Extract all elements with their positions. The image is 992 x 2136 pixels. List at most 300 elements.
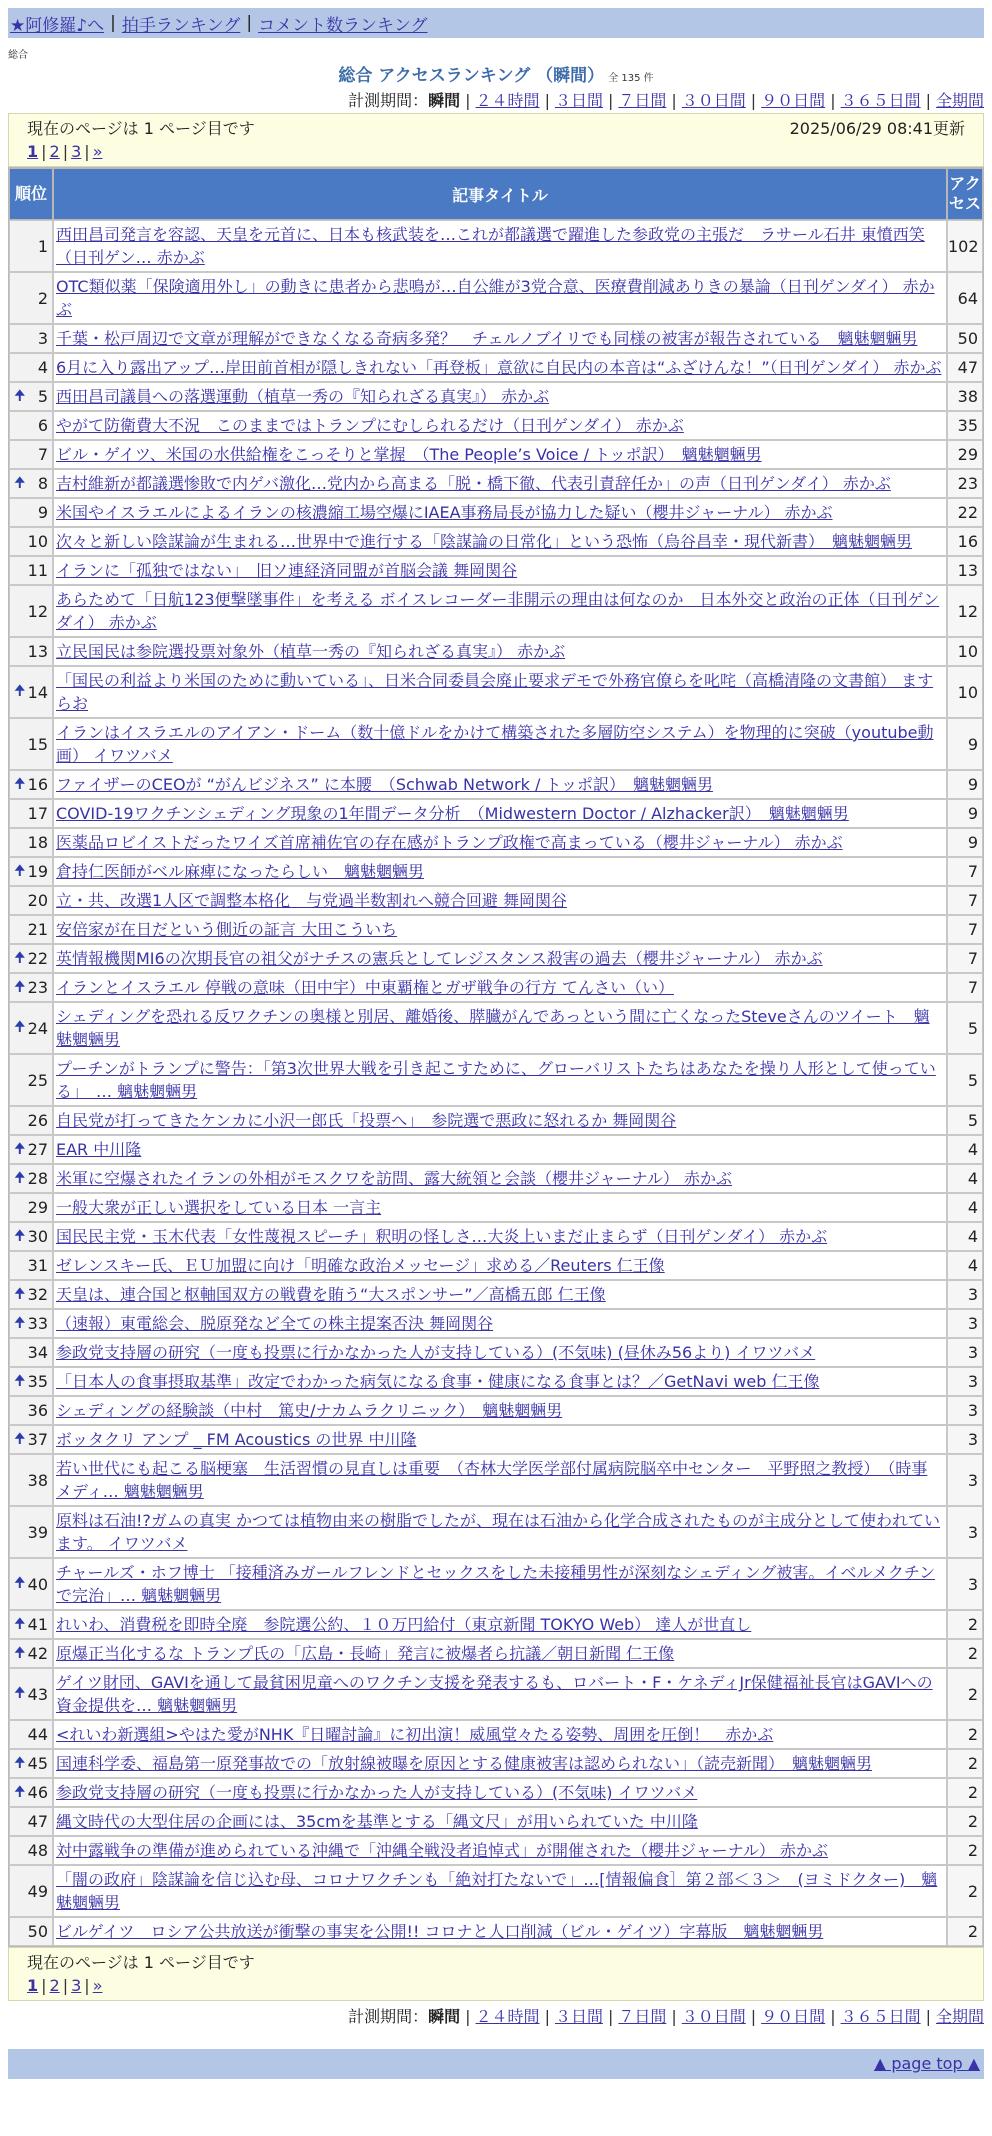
- access-count: 2: [947, 1807, 983, 1836]
- access-count: 102: [947, 220, 983, 272]
- rank-cell: [9, 666, 53, 718]
- rank-cell: [9, 857, 53, 886]
- access-count: 4: [947, 1222, 983, 1251]
- article-link[interactable]: 「闇の政府」陰謀論を信じ込む母、コロナワクチンも「絶対打たないで」…[情報偏食］第２部＜３＞ (ヨミドクター) 魑魅魍魎男: [56, 1870, 938, 1912]
- article-link[interactable]: 対中露戦争の準備が進められている沖縄で「沖縄全戦没者追悼式」が開催された（櫻井ジャーナル） 赤かぶ: [56, 1841, 828, 1860]
- rank-cell: [9, 1396, 53, 1425]
- article-link[interactable]: 原料は石油!?ガムの真実 かつては植物由来の樹脂でしたが、現在は石油から化学合成されたものが主成分として使われています。 イワツバメ: [56, 1511, 940, 1553]
- article-link[interactable]: 千葉・松戸周辺で文章が理解ができなくなる奇病多発？ チェルノブイリでも同様の被害が報告されている 魑魅魍魎男: [56, 329, 918, 348]
- rank-number: 38: [27, 1470, 48, 1490]
- clap-ranking-link[interactable]: 拍手ランキング: [121, 15, 241, 36]
- table-row: [9, 944, 983, 973]
- rank-cell: [9, 1720, 53, 1749]
- access-count: 2: [947, 1917, 983, 1946]
- bottom-bar: [8, 2049, 984, 2079]
- rank-up-arrow-icon: 🠉: [14, 1685, 26, 1702]
- access-count: 4: [947, 1193, 983, 1222]
- access-count: 3: [947, 1338, 983, 1367]
- access-count: 22: [947, 498, 983, 527]
- rank-number: 10: [27, 532, 48, 551]
- rank-cell: [9, 718, 53, 770]
- access-count: 2: [947, 1639, 983, 1668]
- table-row: [9, 1749, 983, 1778]
- article-link[interactable]: 立・共、改選1人区で調整本格化 与党過半数割れへ競合回避 舞岡関谷: [56, 891, 567, 910]
- rank-cell: [9, 1251, 53, 1280]
- access-count: 23: [947, 469, 983, 498]
- article-link[interactable]: 原爆正当化するな トランプ氏の「広島・長崎」発言に被爆者ら抗議／朝日新聞 仁王像: [56, 1644, 675, 1663]
- rank-number: 41: [27, 1615, 48, 1634]
- rank-number: 23: [27, 978, 48, 997]
- rank-number: 43: [27, 1684, 48, 1704]
- title-cell: [53, 1164, 947, 1193]
- table-row: [9, 1135, 983, 1164]
- article-link[interactable]: 安倍家が在日だという側近の証言 大田こういち: [56, 920, 398, 939]
- article-link[interactable]: 西田昌司発言を容認、天皇を元首に、日本も核武装を…これが都議選で躍進した参政党の主張だ ラサール石井 東憤西笑（日刊ゲン… 赤かぶ: [56, 225, 925, 267]
- title-cell: [53, 1396, 947, 1425]
- article-link[interactable]: 一般大衆が正しい選択をしている日本 一言主: [56, 1198, 382, 1217]
- article-link[interactable]: ビル・ゲイツ、米国の水供給権をこっそりと掌握 （The People’s Voice / トッポ訳） 魑魅魍魎男: [56, 445, 762, 464]
- rank-up-arrow-icon: 🠉: [14, 387, 26, 404]
- access-count: 5: [947, 1002, 983, 1054]
- access-count: 3: [947, 1367, 983, 1396]
- period-separator: |: [607, 2007, 614, 2026]
- rank-cell: [9, 770, 53, 799]
- title-cell: [53, 1807, 947, 1836]
- rank-number: 33: [27, 1314, 48, 1333]
- title-cell: [53, 637, 947, 666]
- article-link[interactable]: 国連科学委、福島第一原発事故での「放射線被曝を原因とする健康被害は認められない」（読売新聞） 魑魅魍魎男: [56, 1754, 873, 1773]
- rank-cell: [9, 1054, 53, 1106]
- table-row: [9, 382, 983, 411]
- period-separator: |: [750, 91, 757, 110]
- article-link[interactable]: 参政党支持層の研究（一度も投票に行かなかった人が支持している）(不気味) イワツバメ: [56, 1783, 698, 1802]
- period-separator: |: [830, 91, 836, 110]
- page-link-3[interactable]: 3: [71, 1976, 82, 1995]
- table-row: [9, 1807, 983, 1836]
- table-row: [9, 411, 983, 440]
- page-title: [8, 63, 984, 89]
- title-cell: [53, 1425, 947, 1454]
- title-cell: [53, 1106, 947, 1135]
- rank-up-arrow-icon: 🠉: [14, 1314, 26, 1331]
- rank-number: 35: [27, 1372, 48, 1391]
- access-count: 2: [947, 1720, 983, 1749]
- title-cell: [53, 1454, 947, 1506]
- article-link[interactable]: 倉持仁医師がベル麻痺になったらしい 魑魅魍魎男: [56, 862, 425, 881]
- access-count: 10: [947, 637, 983, 666]
- rank-cell: [9, 1865, 53, 1917]
- rank-up-arrow-icon: 🠉: [14, 862, 26, 879]
- table-row: [9, 1309, 983, 1338]
- article-link[interactable]: 6月に入り露出アップ…岸田前首相が隠しきれない「再登板」意欲に自民内の本音は“ふざけんな！”（日刊ゲンダイ） 赤かぶ: [56, 358, 942, 377]
- title-cell: [53, 1610, 947, 1639]
- access-count: 2: [947, 1610, 983, 1639]
- rank-number: 30: [27, 1227, 48, 1246]
- rank-number: 18: [27, 833, 48, 852]
- rank-up-arrow-icon: 🠉: [14, 1754, 26, 1771]
- rank-cell: [9, 1164, 53, 1193]
- rank-number: 37: [27, 1430, 48, 1449]
- rank-cell: [9, 585, 53, 637]
- article-link[interactable]: シェディングを恐れる反ワクチンの奥様と別居、離婚後、膵臓がんであっという間に亡くなったSteveさんのツイート 魑魅魍魎男: [56, 1007, 930, 1049]
- article-link[interactable]: 米国やイスラエルによるイランの核濃縮工場空爆にIAEA事務局長が協力した疑い（櫻井ジャーナル） 赤かぶ: [56, 503, 833, 522]
- access-count: 7: [947, 915, 983, 944]
- article-link[interactable]: 「日本人の食事摂取基準」改定でわかった病気になる食事・健康になる食事とは？／GetNavi web 仁王像: [56, 1372, 820, 1391]
- period-link[interactable]: ３日間: [554, 2007, 603, 2026]
- rank-cell: [9, 915, 53, 944]
- article-link[interactable]: イランに「孤独ではない」 旧ソ連経済同盟が首脳会議 舞岡関谷: [56, 561, 518, 580]
- rank-number: 13: [27, 642, 48, 661]
- table-row: [9, 272, 983, 324]
- rank-number: 11: [27, 561, 48, 580]
- rank-number: 46: [27, 1783, 48, 1802]
- rank-number: 49: [27, 1881, 48, 1901]
- top-nav: [8, 8, 984, 38]
- table-row: [9, 770, 983, 799]
- table-row: [9, 718, 983, 770]
- article-link[interactable]: れいわ、消費税を即時全廃 参院選公約、１０万円給付（東京新聞 TOKYO Web） 達人が世直し: [56, 1615, 752, 1634]
- page-links: [27, 1974, 965, 1998]
- rank-cell: [9, 324, 53, 353]
- nav-separator: |: [246, 13, 253, 33]
- article-link[interactable]: COVID-19ワクチンシェディング現象の1年間データ分析 （Midwestern Doctor / Alzhacker訳） 魑魅魍魎男: [56, 804, 849, 823]
- article-link[interactable]: 英情報機関MI6の次期長官の祖父がナチスの憲兵としてレジスタンス殺害の過去（櫻井ジャーナル） 赤かぶ: [56, 949, 823, 968]
- table-row: [9, 915, 983, 944]
- access-count: 9: [947, 799, 983, 828]
- rank-up-arrow-icon: 🠉: [14, 1372, 26, 1389]
- title-cell: [53, 1280, 947, 1309]
- page-separator: |: [84, 1976, 90, 1995]
- rank-cell: [9, 527, 53, 556]
- title-cell: [53, 469, 947, 498]
- table-row: [9, 585, 983, 637]
- period-link[interactable]: 全期間: [935, 91, 984, 110]
- page-separator: |: [62, 1976, 69, 1995]
- rank-number: 20: [27, 891, 48, 910]
- rank-cell: [9, 1135, 53, 1164]
- current-page-text: 現在のページは 1 ページ目です: [27, 1953, 255, 1972]
- article-link[interactable]: ゲイツ財団、GAVIを通して最貧困児童へのワクチン支援を発表するも、ロバート・F・ケネディJr保健福祉長官はGAVIへの資金提供を… 魑魅魍魎男: [56, 1673, 933, 1715]
- period-link[interactable]: ９０日間: [761, 2007, 826, 2026]
- title-cell: [53, 1720, 947, 1749]
- rank-number: 8: [37, 474, 48, 493]
- title-cell: [53, 1778, 947, 1807]
- next-page-link[interactable]: »: [92, 142, 103, 161]
- rank-number: 26: [27, 1111, 48, 1130]
- access-count: 29: [947, 440, 983, 469]
- title-cell: [53, 527, 947, 556]
- rank-number: 19: [27, 862, 48, 881]
- title-cell: [53, 799, 947, 828]
- table-row: [9, 1338, 983, 1367]
- table-row: [9, 498, 983, 527]
- table-row: [9, 799, 983, 828]
- table-row: [9, 1610, 983, 1639]
- access-count: 35: [947, 411, 983, 440]
- table-row: [9, 556, 983, 585]
- rank-number: 5: [37, 387, 48, 406]
- comment-ranking-link[interactable]: コメント数ランキング: [258, 15, 428, 36]
- ranking-table: [8, 167, 984, 1947]
- rank-header: 順位: [9, 168, 53, 220]
- page-link-1[interactable]: 1: [27, 1976, 39, 1995]
- article-link[interactable]: 西田昌司議員への落選運動（植草一秀の『知られざる真実』） 赤かぶ: [56, 387, 550, 406]
- table-row: [9, 973, 983, 1002]
- article-link[interactable]: シェディングの経験談（中村 篤史/ナカムラクリニック） 魑魅魍魎男: [56, 1401, 563, 1420]
- access-count: 3: [947, 1309, 983, 1338]
- title-cell: [53, 353, 947, 382]
- table-row: [9, 1106, 983, 1135]
- table-row: [9, 886, 983, 915]
- article-link[interactable]: <れいわ新選組>やはた愛がNHK『日曜討論』に初出演！威風堂々たる姿勢、周囲を圧倒！ 赤かぶ: [56, 1725, 774, 1744]
- rank-number: 27: [27, 1140, 48, 1159]
- rank-up-arrow-icon: 🠉: [14, 1227, 26, 1244]
- period-link[interactable]: ９０日間: [761, 91, 826, 110]
- article-link[interactable]: 参政党支持層の研究（一度も投票に行かなかった人が支持している）(不気味) (昼休み56より) イワツバメ: [56, 1343, 816, 1362]
- period-separator: |: [925, 2007, 931, 2026]
- period-separator: |: [544, 91, 550, 110]
- period-link[interactable]: ３０日間: [681, 91, 746, 110]
- article-link[interactable]: 米軍に空爆されたイランの外相がモスクワを訪問、露大統領と会談（櫻井ジャーナル） 赤かぶ: [56, 1169, 732, 1188]
- access-count: 3: [947, 1454, 983, 1506]
- period-link[interactable]: ３６５日間: [840, 2007, 921, 2026]
- access-count: 2: [947, 1668, 983, 1720]
- period-label: 計測期間：: [348, 2007, 429, 2026]
- rank-number: 29: [27, 1198, 48, 1217]
- table-row: [9, 324, 983, 353]
- rank-number: 34: [27, 1343, 48, 1362]
- title-cell: [53, 324, 947, 353]
- rank-number: 32: [27, 1285, 48, 1304]
- access-count: 5: [947, 1054, 983, 1106]
- rank-cell: [9, 1639, 53, 1668]
- table-row: [9, 828, 983, 857]
- title-cell: [53, 272, 947, 324]
- table-row: [9, 1425, 983, 1454]
- page-separator: |: [41, 142, 47, 161]
- article-link[interactable]: 「国民の利益より米国のために動いている」、日米合同委員会廃止要求デモで外務官僚らを叱咤（高橋清隆の文書館） ますらお: [56, 671, 934, 713]
- rank-cell: [9, 944, 53, 973]
- table-row: [9, 220, 983, 272]
- title-cell: [53, 1309, 947, 1338]
- rank-cell: [9, 1425, 53, 1454]
- rank-number: 1: [37, 236, 48, 256]
- title-cell: [53, 718, 947, 770]
- table-row: [9, 1054, 983, 1106]
- rank-number: 12: [27, 601, 48, 621]
- page-top-link[interactable]: ▲ page top ▲: [873, 2054, 980, 2073]
- access-count: 50: [947, 324, 983, 353]
- rank-number: 16: [27, 775, 48, 794]
- access-count: 2: [947, 1749, 983, 1778]
- article-link[interactable]: やがて防衛費大不況 このままではトランプにむしられるだけ（日刊ゲンダイ） 赤かぶ: [56, 416, 684, 435]
- rank-cell: [9, 382, 53, 411]
- title-cell: [53, 1506, 947, 1558]
- period-link[interactable]: ３日間: [554, 91, 603, 110]
- access-count: 3: [947, 1425, 983, 1454]
- rank-number: 14: [27, 682, 48, 702]
- rank-cell: [9, 1193, 53, 1222]
- rank-cell: [9, 220, 53, 272]
- rank-cell: [9, 1807, 53, 1836]
- rank-cell: [9, 799, 53, 828]
- period-link[interactable]: ３６５日間: [840, 91, 921, 110]
- table-row: [9, 1558, 983, 1610]
- article-link[interactable]: プーチンがトランプに警告：「第3次世界大戦を引き起こすために、グローバリストたちはあなたを操り人形として使っている」 … 魑魅魍魎男: [56, 1059, 936, 1101]
- title-cell: [53, 915, 947, 944]
- rank-cell: [9, 1338, 53, 1367]
- article-link[interactable]: イランとイスラエル 停戦の意味（田中宇）中東覇権とガザ戦争の行方 てんさい（い）: [56, 978, 675, 997]
- article-link[interactable]: （速報）東電総会、脱原発など全ての株主提案否決 舞岡関谷: [56, 1314, 494, 1333]
- article-link[interactable]: 若い世代にも起こる脳梗塞 生活習慣の見直しは重要 （杏林大学医学部付属病院脳卒中センター 平野照之教授） （時事メディ… 魑魅魍魎男: [56, 1459, 928, 1501]
- table-row: [9, 1865, 983, 1917]
- period-link[interactable]: ２４時間: [475, 91, 540, 110]
- page-separator: |: [41, 1976, 47, 1995]
- access-count: 4: [947, 1164, 983, 1193]
- rank-number: 7: [37, 445, 48, 464]
- title-cell: [53, 828, 947, 857]
- rank-up-arrow-icon: 🠉: [14, 683, 26, 700]
- title-cell: [53, 1865, 947, 1917]
- rank-cell: [9, 353, 53, 382]
- rank-up-arrow-icon: 🠉: [14, 1140, 26, 1157]
- table-row: [9, 1506, 983, 1558]
- table-row: [9, 857, 983, 886]
- period-current: 瞬間: [428, 91, 461, 110]
- article-link[interactable]: 吉村維新が都議選惨敗で内ゲバ激化…党内から高まる「脱・橋下徹、代表引責辞任か」の声（日刊ゲンダイ） 赤かぶ: [56, 474, 891, 493]
- title-cell: [53, 1338, 947, 1367]
- article-link[interactable]: イランはイスラエルのアイアン・ドーム（数十億ドルをかけて構築された多層防空システム）を物理的に突破（youtube動画） イワツバメ: [56, 723, 934, 765]
- rank-up-arrow-icon: 🠉: [14, 1019, 26, 1036]
- home-link[interactable]: ★阿修羅♪へ: [10, 15, 105, 36]
- period-separator: |: [544, 2007, 550, 2026]
- access-count: 4: [947, 1135, 983, 1164]
- page-link-3[interactable]: 3: [71, 142, 82, 161]
- period-separator: |: [671, 2007, 677, 2026]
- rank-up-arrow-icon: 🠉: [14, 1285, 26, 1302]
- rank-up-arrow-icon: 🠉: [14, 1783, 26, 1800]
- period-separator: |: [465, 2007, 471, 2026]
- period-selector: [8, 89, 984, 113]
- table-row: [9, 527, 983, 556]
- title-cell: [53, 411, 947, 440]
- period-separator: |: [671, 91, 677, 110]
- article-link[interactable]: 次々と新しい陰謀論が生まれる…世界中で進行する「陰謀論の日常化」という恐怖（烏谷昌幸・現代新書） 魑魅魍魎男: [56, 532, 913, 551]
- period-link[interactable]: ７日間: [618, 91, 667, 110]
- article-link[interactable]: 縄文時代の大型住居の企画には、35cmを基準とする「縄文尺」が用いられていた 中川隆: [56, 1812, 698, 1831]
- article-link[interactable]: 立民国民は参院選投票対象外（植草一秀の『知られざる真実』） 赤かぶ: [56, 642, 566, 661]
- rank-cell: [9, 828, 53, 857]
- pager-bottom: [8, 1947, 984, 2001]
- article-link[interactable]: OTC類似薬「保険適用外し」の動きに患者から悲鳴が…自公維が3党合意、医療費削減ありきの暴論（日刊ゲンダイ） 赤かぶ: [56, 277, 935, 319]
- page-link-1[interactable]: 1: [27, 142, 39, 161]
- period-link[interactable]: ２４時間: [475, 2007, 540, 2026]
- rank-number: 50: [27, 1922, 48, 1941]
- table-row: [9, 1639, 983, 1668]
- title-cell: [53, 1251, 947, 1280]
- access-count: 47: [947, 353, 983, 382]
- rank-cell: [9, 1106, 53, 1135]
- title-cell: [53, 1749, 947, 1778]
- table-row: [9, 1396, 983, 1425]
- rank-number: 3: [37, 329, 48, 348]
- article-link[interactable]: ビルゲイツ ロシア公共放送が衝撃の事実を公開!! コロナと人口削減（ビル・ゲイツ）字幕版 魑魅魍魎男: [56, 1922, 824, 1941]
- article-link[interactable]: 自民党が打ってきたケンカに小沢一郎氏「投票へ」 参院選で悪政に怒れるか 舞岡関谷: [56, 1111, 677, 1130]
- rank-up-arrow-icon: 🠉: [14, 1615, 26, 1632]
- access-count: 7: [947, 857, 983, 886]
- rank-up-arrow-icon: 🠉: [14, 1644, 26, 1661]
- article-link[interactable]: 医薬品ロビイストだったワイズ首席補佐官の存在感がトランプ政権で高まっている（櫻井ジャーナル） 赤かぶ: [56, 833, 843, 852]
- rank-number: 28: [27, 1169, 48, 1188]
- rank-cell: [9, 1280, 53, 1309]
- access-count: 2: [947, 1778, 983, 1807]
- table-row: [9, 1280, 983, 1309]
- page-link-2[interactable]: 2: [49, 1976, 60, 1995]
- page-links: [27, 140, 965, 164]
- rank-up-arrow-icon: 🠉: [14, 1169, 26, 1186]
- period-link[interactable]: 全期間: [935, 2007, 984, 2026]
- title-cell: [53, 857, 947, 886]
- next-page-link[interactable]: »: [92, 1976, 103, 1995]
- table-row: [9, 1836, 983, 1865]
- title-cell: [53, 1639, 947, 1668]
- rank-number: 25: [27, 1070, 48, 1090]
- table-row: [9, 1668, 983, 1720]
- rank-cell: [9, 1749, 53, 1778]
- page-separator: |: [62, 142, 69, 161]
- title-cell: [53, 770, 947, 799]
- access-count: 9: [947, 718, 983, 770]
- article-link[interactable]: ファイザーのCEOが “がんビジネス” に本腰 （Schwab Network / トッポ訳） 魑魅魍魎男: [56, 775, 713, 794]
- article-link[interactable]: あらためて「日航123便撃墜事件」を考える ボイスレコーダー非開示の理由は何なのか 日本外交と政治の正体（日刊ゲンダイ） 赤かぶ: [56, 590, 940, 632]
- title-cell: [53, 1193, 947, 1222]
- title-cell: [53, 1002, 947, 1054]
- rank-cell: [9, 498, 53, 527]
- period-separator: |: [830, 2007, 836, 2026]
- rank-cell: [9, 1778, 53, 1807]
- article-link[interactable]: EAR 中川隆: [56, 1140, 142, 1159]
- access-count: 7: [947, 886, 983, 915]
- title-cell: [53, 944, 947, 973]
- article-link[interactable]: 天皇は、連合国と枢軸国双方の戦費を賄う“大スポンサー”／高橋五郎 仁王像: [56, 1285, 606, 1304]
- total-count: 全 135 件: [608, 73, 654, 84]
- nav-separator: |: [110, 13, 116, 33]
- page-link-2[interactable]: 2: [49, 142, 60, 161]
- title-cell: [53, 1054, 947, 1106]
- period-link[interactable]: ３０日間: [681, 2007, 746, 2026]
- table-row: [9, 1193, 983, 1222]
- rank-cell: [9, 440, 53, 469]
- period-separator: |: [607, 91, 614, 110]
- table-row: [9, 1251, 983, 1280]
- rank-cell: [9, 1668, 53, 1720]
- access-count: 12: [947, 585, 983, 637]
- period-link[interactable]: ７日間: [618, 2007, 667, 2026]
- rank-number: 48: [27, 1841, 48, 1860]
- article-link[interactable]: 国民民主党・玉木代表「女性蔑視スピーチ」釈明の怪しさ…大炎上いまだ止まらず（日刊ゲンダイ） 赤かぶ: [56, 1227, 828, 1246]
- table-row: [9, 1367, 983, 1396]
- rank-cell: [9, 973, 53, 1002]
- rank-number: 21: [27, 920, 48, 939]
- article-link[interactable]: チャールズ・ホフ博士 「接種済みガールフレンドとセックスをした未接種男性が深刻なシェディング被害。イベルメクチンで完治」… 魑魅魍魎男: [56, 1563, 936, 1605]
- rank-number: 31: [27, 1256, 48, 1275]
- rank-number: 4: [37, 358, 48, 377]
- article-link[interactable]: ゼレンスキー氏、ＥＵ加盟に向け「明確な政治メッセージ」求める／Reuters 仁王像: [56, 1256, 665, 1275]
- title-header: 記事タイトル: [53, 168, 947, 220]
- article-link[interactable]: ボッタクリ アンプ _ FM Acoustics の世界 中川隆: [56, 1430, 417, 1449]
- rank-number: 44: [27, 1725, 48, 1744]
- rank-up-arrow-icon: 🠉: [14, 1430, 26, 1447]
